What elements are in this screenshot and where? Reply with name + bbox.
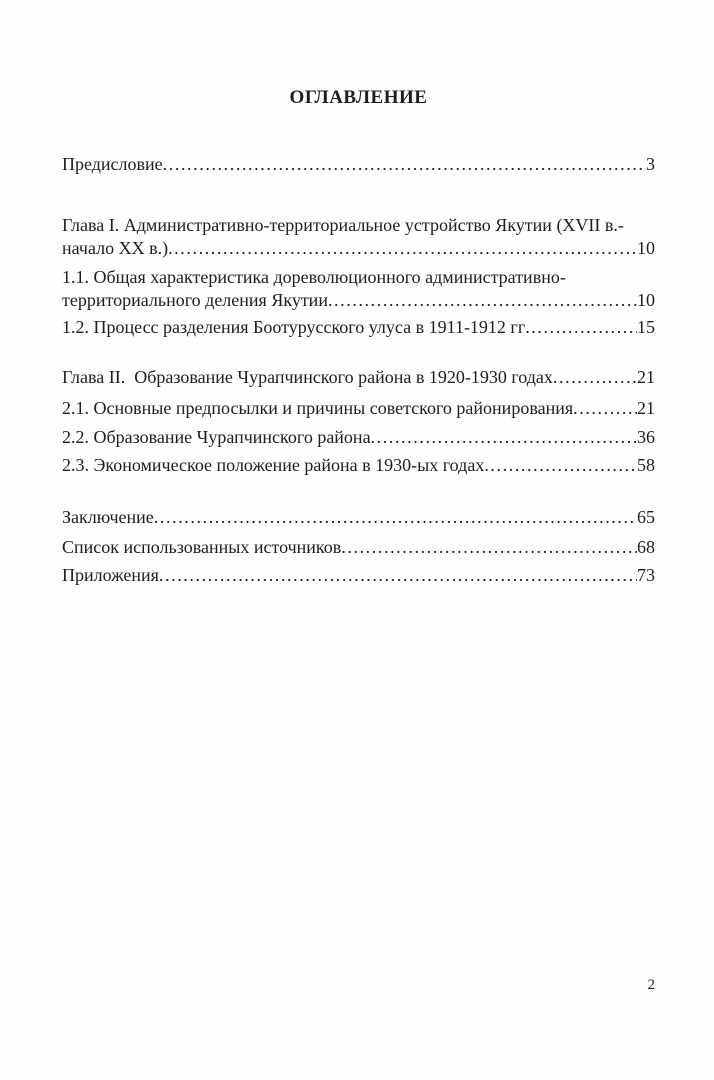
toc-entry [62,536,655,559]
toc-entry-text: Список использованных источников [62,537,342,557]
toc-entry [62,153,655,176]
toc-entry [62,366,655,389]
toc-page-number: 21 [637,398,655,418]
toc-entry-text: 2.3. Экономическое положение района в 1930-ых годах [62,455,485,475]
toc-entry [62,266,655,312]
toc-entry-text: Предисловие [62,154,163,174]
toc-page-number: 10 [637,290,655,310]
toc-page-number: 15 [637,317,655,337]
toc-dot-leader [341,536,637,559]
toc-page-number: 3 [646,154,655,174]
toc-dot-leader [573,397,637,420]
toc-entry-text: Приложения [62,565,159,585]
toc-entry [62,506,655,529]
toc-page-number: 73 [637,565,655,585]
toc-entry [62,214,655,260]
toc-page-number: 10 [637,238,655,258]
toc-entry-text: Глава I. Административно-территориальное устройство Якутии (XVII в.- [62,215,624,235]
toc-entry-text: начало XX в.) [62,238,169,258]
toc-entry [62,397,655,420]
footer-page-number: 2 [647,977,655,993]
toc-page-number: 58 [637,455,655,475]
toc-dot-leader [371,426,637,449]
page-title: ОГЛАВЛЕНИЕ [289,87,428,108]
toc-dot-leader [154,506,637,529]
toc-page-number: 21 [637,367,655,387]
toc-content [62,86,655,587]
toc-dot-leader [159,564,637,587]
toc-entry-text: 1.1. Общая характеристика дореволюционного административно- [62,267,566,287]
toc-entry-text: 2.2. Образование Чурапчинского района [62,427,371,447]
toc-entry [62,426,655,449]
toc-page-number: 65 [637,507,655,527]
toc-entry [62,316,655,339]
toc-dot-leader [553,366,637,389]
toc-dot-leader [328,289,637,312]
toc-dot-leader [484,454,637,477]
toc-dot-leader [163,153,646,176]
toc-dot-leader [525,316,637,339]
toc-entry-text: Заключение [62,507,154,527]
toc-entry-text: 2.1. Основные предпосылки и причины советского районирования [62,398,574,418]
toc-entry-text: Глава II. Образование Чурапчинского района в 1920-1930 годах [62,367,553,387]
toc-dot-leader [168,237,637,260]
toc-entry-text: 1.2. Процесс разделения Боотурусского улуса в 1911-1912 гг [62,317,526,337]
toc-entry [62,564,655,587]
toc-entry [62,454,655,477]
toc-page-number: 36 [637,427,655,447]
toc-entry-text: территориального деления Якутии [62,290,328,310]
toc-page-number: 68 [637,537,655,557]
